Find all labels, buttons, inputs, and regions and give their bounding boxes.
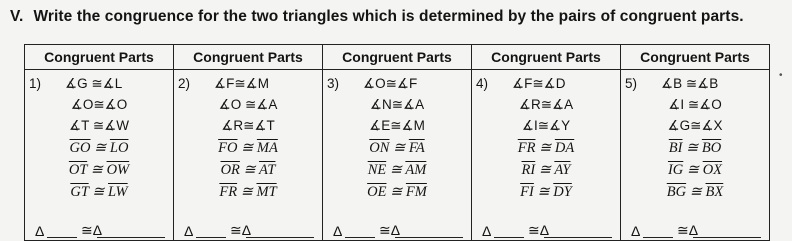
congruence-statement: $\overline{FR}$ ≅ $\overline{MT}$	[219, 184, 277, 200]
congruence-statement: ∡E≅∡M	[369, 118, 425, 133]
triangle-symbol: Δ	[333, 223, 343, 239]
congruence-statement: $\overline{GT}$ ≅ $\overline{LW}$	[70, 184, 128, 200]
section-number: V.	[10, 8, 24, 25]
answer-blank[interactable]	[97, 237, 165, 238]
column-header: Congruent Parts	[25, 45, 174, 70]
segment-congruence	[472, 184, 620, 203]
angle-congruence	[174, 97, 322, 116]
segment-congruence	[621, 184, 769, 203]
angle-congruence	[472, 76, 620, 95]
answer-blank[interactable]	[693, 237, 761, 238]
segment-congruence	[621, 162, 769, 181]
problem-number: 3)	[327, 76, 340, 91]
triangle-symbol: Δ	[35, 223, 45, 239]
congruence-statement: $\overline{NE}$ ≅ $\overline{AM}$	[367, 162, 427, 178]
congruence-statement: $\overline{OT}$ ≅ $\overline{OW}$	[68, 162, 130, 178]
triangle-symbol: Δ	[184, 223, 194, 239]
triangle-symbol: Δ	[631, 223, 641, 239]
segment-congruence	[323, 140, 471, 159]
column-header: Congruent Parts	[621, 45, 770, 70]
column-header: Congruent Parts	[174, 45, 323, 70]
congruence-statement: ∡I ≅∡O	[668, 97, 722, 112]
congruence-statement: ∡R≅∡T	[221, 118, 275, 133]
congruence-statement: ∡B ≅∡B	[661, 76, 719, 91]
angle-congruence	[323, 76, 471, 95]
congruence-statement: ∡F≅∡M	[214, 76, 270, 91]
congruence-statement: ∡N≅∡A	[369, 97, 425, 112]
angle-congruence	[621, 97, 769, 116]
congruence-statement: $\overline{ON}$ ≅ $\overline{FA}$	[369, 140, 425, 156]
column-header: Congruent Parts	[323, 45, 472, 70]
problem-number: 5)	[625, 76, 638, 91]
segment-congruence	[472, 162, 620, 181]
angle-congruence	[174, 118, 322, 137]
congruence-statement: $\overline{IG}$ ≅ $\overline{OX}$	[667, 162, 723, 178]
congruence-statement: ∡I≅∡Y	[521, 118, 571, 133]
angle-congruence	[472, 97, 620, 116]
segment-congruence	[25, 140, 173, 159]
problems-row	[25, 70, 770, 241]
segment-congruence	[472, 140, 620, 159]
answer-blank[interactable]	[246, 237, 314, 238]
congruence-statement: ∡O ≅∡A	[218, 97, 278, 112]
problem-cell-5	[621, 70, 770, 241]
problem-number: 2)	[178, 76, 191, 91]
triangle-symbol: Δ	[482, 223, 492, 239]
answer-blank[interactable]	[47, 237, 77, 238]
triangle-congruence-answer[interactable]	[621, 222, 769, 241]
segment-congruence	[323, 184, 471, 203]
triangle-congruence-answer[interactable]	[25, 222, 173, 241]
header-row	[25, 45, 770, 70]
problem-number: 1)	[29, 76, 42, 91]
congruent-triangle-symbol: ≅Δ	[528, 222, 550, 238]
congruence-statement: $\overline{OE}$ ≅ $\overline{FM}$	[367, 184, 427, 200]
angle-congruence	[323, 118, 471, 137]
angle-congruence	[25, 76, 173, 95]
congruence-statement: $\overline{FR}$ ≅ $\overline{DA}$	[517, 140, 575, 156]
congruent-parts-table	[24, 44, 770, 241]
segment-congruence	[174, 162, 322, 181]
triangle-congruence-answer[interactable]	[323, 222, 471, 241]
congruence-statement: ∡O≅∡O	[70, 97, 128, 112]
segment-congruence	[621, 140, 769, 159]
congruent-triangle-symbol: ≅Δ	[230, 222, 252, 238]
segment-congruence	[25, 184, 173, 203]
instruction-body: Write the congruence for the two triangles which is determined by the pairs of congruent parts.	[33, 8, 744, 25]
angle-congruence	[472, 118, 620, 137]
segment-congruence	[174, 184, 322, 203]
angle-congruence	[25, 118, 173, 137]
angle-congruence	[25, 97, 173, 116]
angle-congruence	[621, 118, 769, 137]
segment-congruence	[25, 162, 173, 181]
column-header: Congruent Parts	[472, 45, 621, 70]
answer-blank[interactable]	[196, 237, 226, 238]
congruence-statement: $\overline{GO}$ ≅ $\overline{LO}$	[69, 140, 129, 156]
congruence-statement: ∡G ≅∡L	[65, 76, 123, 91]
problem-cell-3	[323, 70, 472, 241]
answer-blank[interactable]	[544, 237, 612, 238]
segment-congruence	[323, 162, 471, 181]
problem-number: 4)	[476, 76, 489, 91]
angle-congruence	[621, 76, 769, 95]
congruent-triangle-symbol: ≅Δ	[81, 222, 103, 238]
triangle-congruence-answer[interactable]	[174, 222, 322, 241]
congruence-statement: ∡F≅∡D	[512, 76, 566, 91]
triangle-congruence-answer[interactable]	[472, 222, 620, 241]
congruent-triangle-symbol: ≅Δ	[379, 222, 401, 238]
congruence-statement: $\overline{FI}$ ≅ $\overline{DY}$	[520, 184, 572, 200]
angle-congruence	[174, 76, 322, 95]
congruent-triangle-symbol: ≅Δ	[677, 222, 699, 238]
answer-blank[interactable]	[395, 237, 463, 238]
problem-cell-1	[25, 70, 174, 241]
congruence-statement: $\overline{BI}$ ≅ $\overline{BO}$	[668, 140, 722, 156]
congruence-statement: $\overline{FO}$ ≅ $\overline{MA}$	[218, 140, 278, 156]
angle-congruence	[323, 97, 471, 116]
congruence-statement: ∡T ≅∡W	[68, 118, 129, 133]
answer-blank[interactable]	[345, 237, 375, 238]
problem-cell-4	[472, 70, 621, 241]
segment-congruence	[174, 140, 322, 159]
congruence-statement: $\overline{RI}$ ≅ $\overline{AY}$	[521, 162, 571, 178]
congruence-statement: $\overline{BG}$ ≅ $\overline{BX}$	[666, 184, 724, 200]
congruence-statement: ∡G≅∡X	[667, 118, 723, 133]
answer-blank[interactable]	[494, 237, 524, 238]
problem-cell-2	[174, 70, 323, 241]
stray-dot: •	[779, 70, 783, 81]
congruence-statement: ∡O≅∡F	[363, 76, 418, 91]
congruence-statement: ∡R≅∡A	[518, 97, 574, 112]
answer-blank[interactable]	[643, 237, 673, 238]
instruction-text	[10, 8, 744, 26]
congruence-statement: $\overline{OR}$ ≅ $\overline{AT}$	[220, 162, 276, 178]
